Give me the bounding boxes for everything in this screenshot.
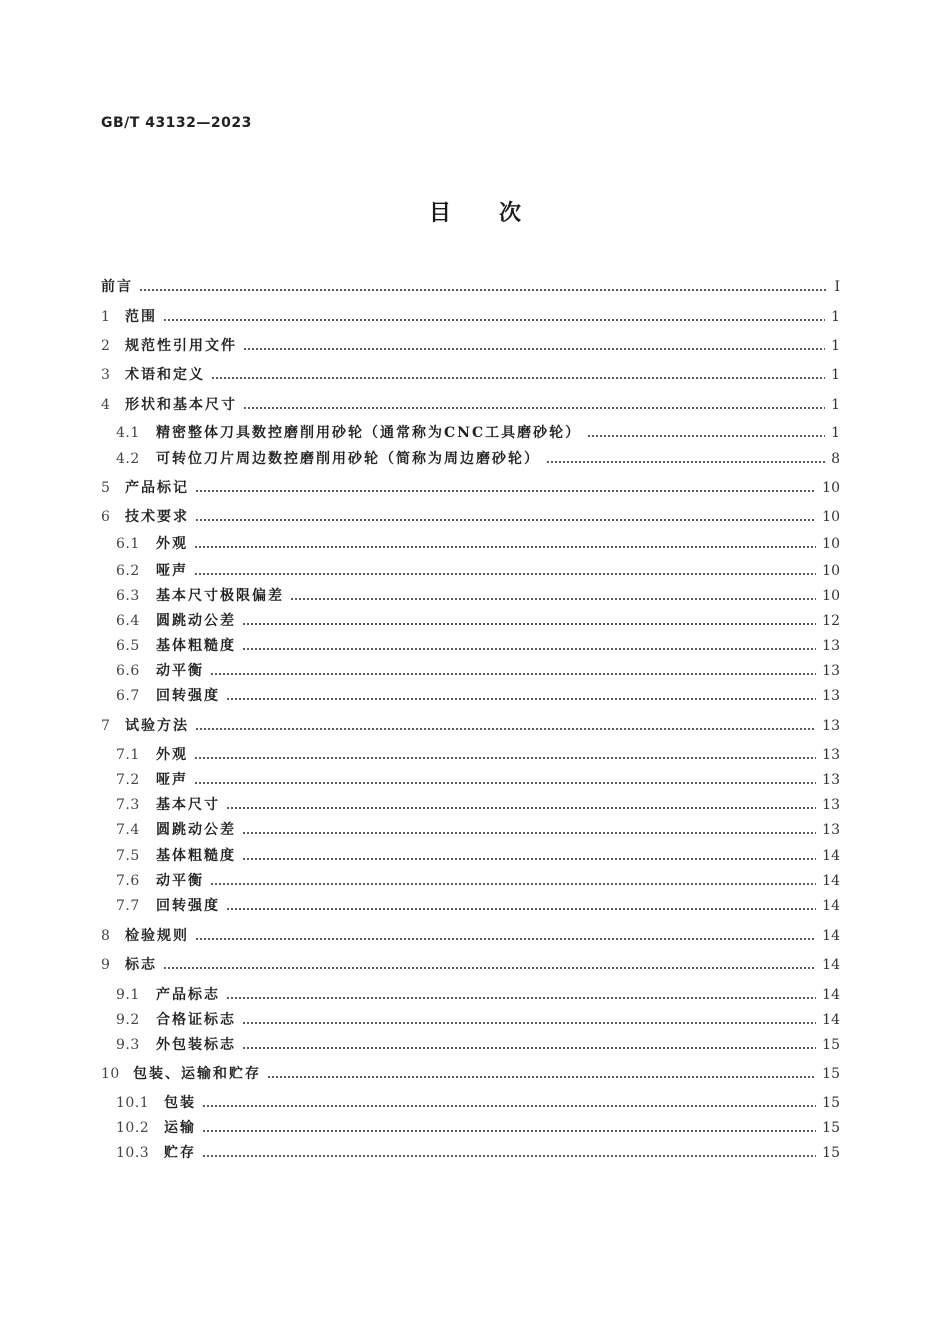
toc-dot-leader (194, 757, 816, 759)
toc-dot-leader (226, 698, 816, 700)
toc-entry-label: 哑声 (156, 563, 188, 579)
toc-entry[interactable] (116, 562, 840, 580)
toc-entry-number: 9.3 (116, 1037, 140, 1053)
toc-dot-leader (267, 1076, 816, 1078)
toc-entry-page: 10 (822, 536, 840, 552)
toc-dot-leader (242, 1022, 816, 1024)
toc-entry-page: 15 (822, 1066, 840, 1082)
toc-entry[interactable] (116, 450, 840, 468)
toc-dot-leader (226, 908, 816, 910)
toc-entry[interactable] (116, 1094, 840, 1112)
toc-entry-label: 哑声 (156, 772, 188, 788)
toc-dot-leader (202, 1155, 816, 1157)
toc-entry-page: 10 (822, 509, 840, 525)
toc-dot-leader (195, 519, 816, 521)
toc-entry[interactable] (116, 746, 840, 764)
toc-entry-number: 8 (101, 928, 111, 944)
toc-entry-number: 6.2 (116, 563, 140, 579)
toc-entry-number: 7 (101, 718, 111, 734)
toc-entry-page: 14 (822, 898, 840, 914)
toc-entry[interactable] (116, 687, 840, 705)
toc-entry-number: 4.1 (116, 425, 140, 441)
toc-dot-leader (243, 407, 825, 409)
toc-entry-number: 4 (101, 397, 111, 413)
toc-entry-label: 包装 (164, 1095, 196, 1111)
toc-entry[interactable] (116, 821, 840, 839)
toc-entry-number: 9.1 (116, 987, 140, 1003)
toc-dot-leader (195, 938, 816, 940)
toc-entry[interactable] (116, 986, 840, 1004)
toc-entry-label: 可转位刀片周边数控磨削用砂轮（简称为周边磨砂轮） (156, 451, 540, 467)
toc-entry-label: 外包装标志 (156, 1037, 236, 1053)
toc-dot-leader (587, 435, 825, 437)
toc-entry-page: 12 (822, 613, 840, 629)
toc-entry[interactable] (116, 796, 840, 814)
toc-entry-number: 7.6 (116, 873, 140, 889)
toc-entry-label: 贮存 (164, 1145, 196, 1161)
toc-dot-leader (242, 648, 816, 650)
toc-entry-label: 前言 (101, 279, 133, 295)
toc-dot-leader (242, 623, 816, 625)
toc-dot-leader (210, 673, 816, 675)
toc-entry-number: 2 (101, 338, 111, 354)
toc-entry[interactable] (116, 587, 840, 605)
toc-entry-page: 15 (822, 1145, 840, 1161)
toc-entry-number: 6 (101, 509, 111, 525)
toc-entry-page: 14 (822, 957, 840, 973)
toc-entry-number: 4.2 (116, 451, 140, 467)
toc-entry-page: 13 (822, 797, 840, 813)
toc-entry-number: 6.7 (116, 688, 140, 704)
toc-dot-leader (243, 348, 825, 350)
toc-dot-leader (194, 546, 816, 548)
toc-entry-label: 外观 (156, 536, 188, 552)
toc-entry-number: 1 (101, 309, 111, 325)
toc-dot-leader (226, 807, 816, 809)
toc-entry-label: 圆跳动公差 (156, 613, 236, 629)
toc-entry-page: 10 (822, 588, 840, 604)
toc-entry-page: 13 (822, 638, 840, 654)
toc-entry-number: 5 (101, 480, 111, 496)
toc-entry-label: 基本尺寸 (156, 797, 220, 813)
toc-entry-number: 10.3 (116, 1145, 150, 1161)
toc-dot-leader (202, 1105, 816, 1107)
toc-entry[interactable] (116, 535, 840, 553)
toc-entry-label: 精密整体刀具数控磨削用砂轮（通常称为CNC工具磨砂轮） (156, 425, 582, 441)
toc-dot-leader (211, 377, 825, 379)
toc-entry-page: 15 (822, 1037, 840, 1053)
toc-dot-leader (226, 997, 816, 999)
toc-entry-page: 10 (822, 563, 840, 579)
toc-entry[interactable] (101, 717, 840, 735)
toc-entry-label: 外观 (156, 747, 188, 763)
toc-entry[interactable] (116, 872, 840, 890)
toc-entry-label: 标志 (125, 957, 157, 973)
toc-entry[interactable] (101, 278, 840, 296)
toc-entry-page: 1 (831, 338, 840, 354)
toc-entry-number: 7.3 (116, 797, 140, 813)
toc-entry[interactable] (116, 1036, 840, 1054)
toc-entry-label: 试验方法 (125, 718, 189, 734)
toc-entry-label: 规范性引用文件 (125, 338, 237, 354)
toc-entry-number: 6.3 (116, 588, 140, 604)
toc-dot-leader (242, 1047, 816, 1049)
toc-entry-number: 7.1 (116, 747, 140, 763)
toc-entry-number: 7.5 (116, 848, 140, 864)
toc-entry-label: 技术要求 (125, 509, 189, 525)
toc-entry-number: 6.5 (116, 638, 140, 654)
toc-entry-number: 6.6 (116, 663, 140, 679)
standard-code-header: GB/T 43132—2023 (101, 115, 252, 131)
toc-entry-number: 9.2 (116, 1012, 140, 1028)
toc-entry-page: 14 (822, 873, 840, 889)
toc-entry[interactable] (116, 424, 840, 442)
toc-dot-leader (210, 883, 816, 885)
toc-entry-number: 3 (101, 367, 111, 383)
toc-entry[interactable] (116, 847, 840, 865)
toc-entry[interactable] (116, 1144, 840, 1162)
toc-entry-label: 产品标记 (125, 480, 189, 496)
toc-entry-label: 产品标志 (156, 987, 220, 1003)
toc-dot-leader (290, 598, 816, 600)
toc-entry-label: 包装、运输和贮存 (133, 1066, 261, 1082)
toc-entry-number: 7.7 (116, 898, 140, 914)
toc-entry-number: 10.1 (116, 1095, 150, 1111)
toc-dot-leader (195, 490, 816, 492)
toc-entry[interactable] (116, 637, 840, 655)
toc-dot-leader (202, 1130, 816, 1132)
toc-entry-label: 运输 (164, 1120, 196, 1136)
toc-entry[interactable] (101, 396, 840, 414)
toc-entry-number: 9 (101, 957, 111, 973)
toc-entry[interactable] (116, 771, 840, 789)
toc-dot-leader (163, 319, 825, 321)
toc-entry-number: 6.4 (116, 613, 140, 629)
toc-entry-page: I (834, 279, 840, 295)
toc-entry-label: 动平衡 (156, 663, 204, 679)
toc-entry-label: 动平衡 (156, 873, 204, 889)
toc-entry-label: 回转强度 (156, 688, 220, 704)
toc-entry-page: 14 (822, 1012, 840, 1028)
toc-entry-number: 10 (101, 1066, 120, 1082)
toc-entry[interactable] (101, 508, 840, 526)
toc-entry[interactable] (116, 1119, 840, 1137)
toc-dot-leader (546, 461, 825, 463)
toc-entry-page: 14 (822, 848, 840, 864)
toc-entry-page: 14 (822, 987, 840, 1003)
toc-dot-leader (242, 858, 816, 860)
toc-entry-page: 13 (822, 663, 840, 679)
toc-entry[interactable] (101, 308, 840, 326)
toc-entry-label: 形状和基本尺寸 (125, 397, 237, 413)
toc-entry-label: 回转强度 (156, 898, 220, 914)
toc-entry-page: 13 (822, 747, 840, 763)
toc-entry-label: 基体粗糙度 (156, 848, 236, 864)
toc-entry-page: 1 (831, 425, 840, 441)
toc-entry[interactable] (116, 897, 840, 915)
toc-entry[interactable] (116, 1011, 840, 1029)
toc-entry-page: 13 (822, 688, 840, 704)
toc-entry-label: 术语和定义 (125, 367, 205, 383)
toc-entry-page: 8 (831, 451, 840, 467)
toc-entry-page: 1 (831, 367, 840, 383)
toc-entry-page: 15 (822, 1120, 840, 1136)
toc-entry-page: 13 (822, 822, 840, 838)
toc-entry-page: 1 (831, 309, 840, 325)
toc-dot-leader (139, 289, 828, 291)
toc-entry-number: 7.4 (116, 822, 140, 838)
toc-dot-leader (194, 782, 816, 784)
toc-entry[interactable] (116, 662, 840, 680)
toc-entry-page: 13 (822, 772, 840, 788)
toc-dot-leader (163, 967, 816, 969)
toc-entry[interactable] (101, 337, 840, 355)
toc-entry[interactable] (101, 366, 840, 384)
toc-entry[interactable] (101, 927, 840, 945)
toc-entry-label: 合格证标志 (156, 1012, 236, 1028)
toc-entry[interactable] (116, 612, 840, 630)
toc-entry-label: 检验规则 (125, 928, 189, 944)
toc-entry-page: 14 (822, 928, 840, 944)
toc-entry-page: 10 (822, 480, 840, 496)
toc-entry-page: 1 (831, 397, 840, 413)
toc-entry-number: 10.2 (116, 1120, 150, 1136)
toc-entry[interactable] (101, 479, 840, 497)
toc-dot-leader (195, 728, 816, 730)
toc-entry-page: 13 (822, 718, 840, 734)
toc-dot-leader (194, 573, 816, 575)
toc-entry-label: 圆跳动公差 (156, 822, 236, 838)
toc-dot-leader (242, 832, 816, 834)
toc-entry-number: 6.1 (116, 536, 140, 552)
toc-entry-label: 基体粗糙度 (156, 638, 236, 654)
page-title: 目次 (428, 201, 569, 226)
toc-entry[interactable] (101, 956, 840, 974)
toc-entry-label: 基本尺寸极限偏差 (156, 588, 284, 604)
toc-entry[interactable] (101, 1065, 840, 1083)
toc-entry-page: 15 (822, 1095, 840, 1111)
toc-entry-label: 范围 (125, 309, 157, 325)
toc-entry-number: 7.2 (116, 772, 140, 788)
